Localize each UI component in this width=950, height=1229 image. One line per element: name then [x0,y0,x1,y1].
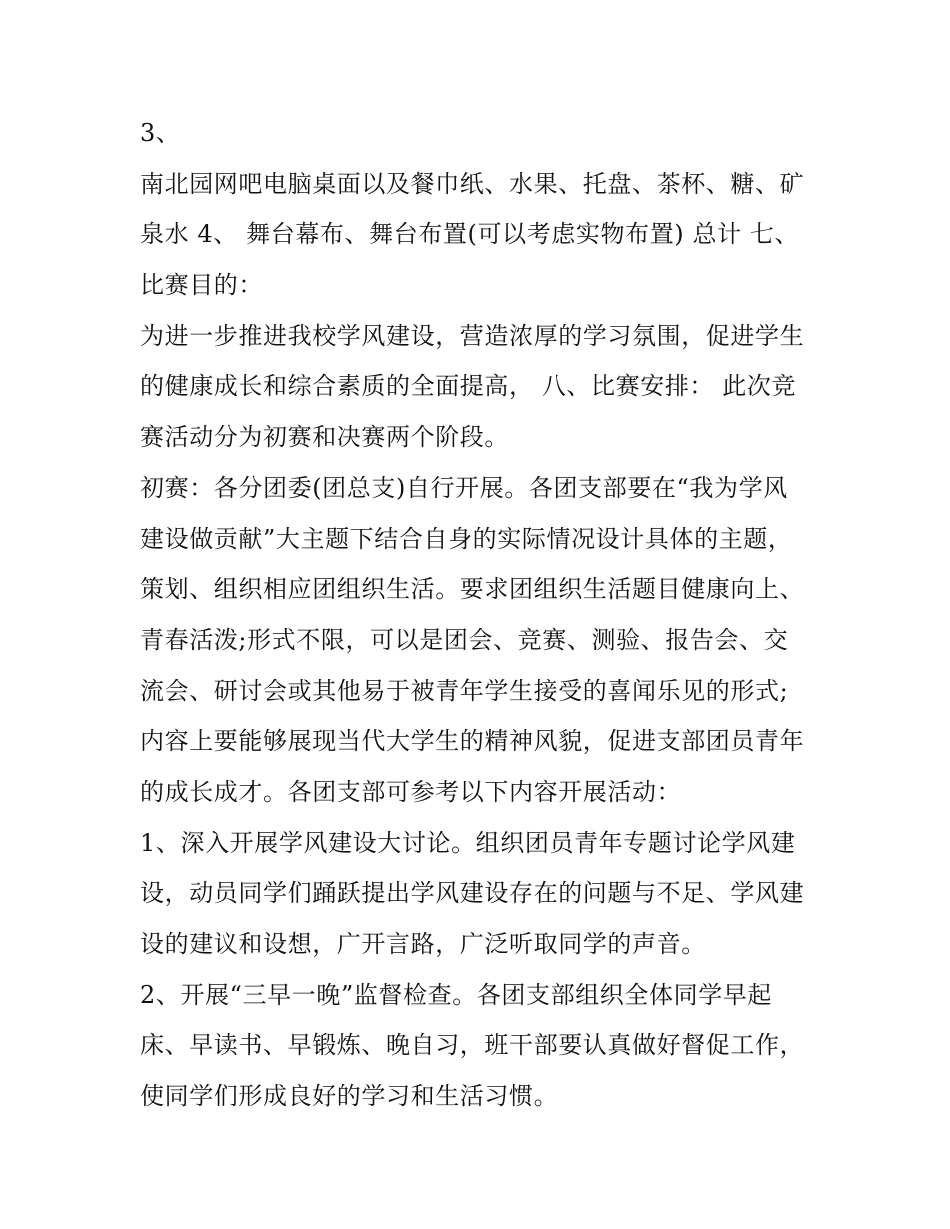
text-line: 比赛目的： [140,271,263,300]
text-line: 床、早读书、早锻炼、晚自习，班干部要认真做好督促工作， [140,1031,805,1060]
text-line: 的健康成长和综合素质的全面提高， 八、比赛安排： 此次竞 [140,372,797,401]
text-line: 建设做贡献”大主题下结合自身的实际情况设计具体的主题， [140,524,793,553]
text-line: 内容上要能够展现当代大学生的精神风貌，促进支部团员青年 [140,727,805,756]
text-line: 南北园网吧电脑桌面以及餐巾纸、水果、托盘、茶杯、糖、矿 [140,169,805,198]
text-line: 青春活泼;形式不限，可以是团会、竞赛、测验、报告会、交 [140,625,789,654]
document-body [140,108,820,1122]
text-line: 赛活动分为初赛和决赛两个阶段。 [140,423,509,452]
text-line: 流会、研讨会或其他易于被青年学生接受的喜闻乐见的形式; [140,676,789,705]
text-line: 策划、组织相应团组织生活。要求团组织生活题目健康向上、 [140,575,805,604]
text-line: 使同学们形成良好的学习和生活习惯。 [140,1082,559,1111]
text-line: 的成长成才。各团支部可参考以下内容开展活动： [140,777,682,806]
text-line: 2、开展“三早一晚”监督检查。各团支部组织全体同学早起 [140,980,773,1009]
text-line: 3、 [140,119,181,147]
text-line: 设，动员同学们踊跃提出学风建设存在的问题与不足、学风建 [140,879,805,908]
text-line: 1、深入开展学风建设大讨论。组织团员青年专题讨论学风建 [140,828,796,857]
text-line: 为进一步推进我校学风建设，营造浓厚的学习氛围，促进学生 [140,321,805,350]
text-line: 初赛：各分团委(团总支)自行开展。各团支部要在“我为学风 [140,473,788,502]
text-line: 泉水 4、 舞台幕布、舞台布置(可以考虑实物布置) 总计 七、 [140,220,800,249]
text-line: 设的建议和设想，广开言路，广泛听取同学的声音。 [140,930,706,958]
